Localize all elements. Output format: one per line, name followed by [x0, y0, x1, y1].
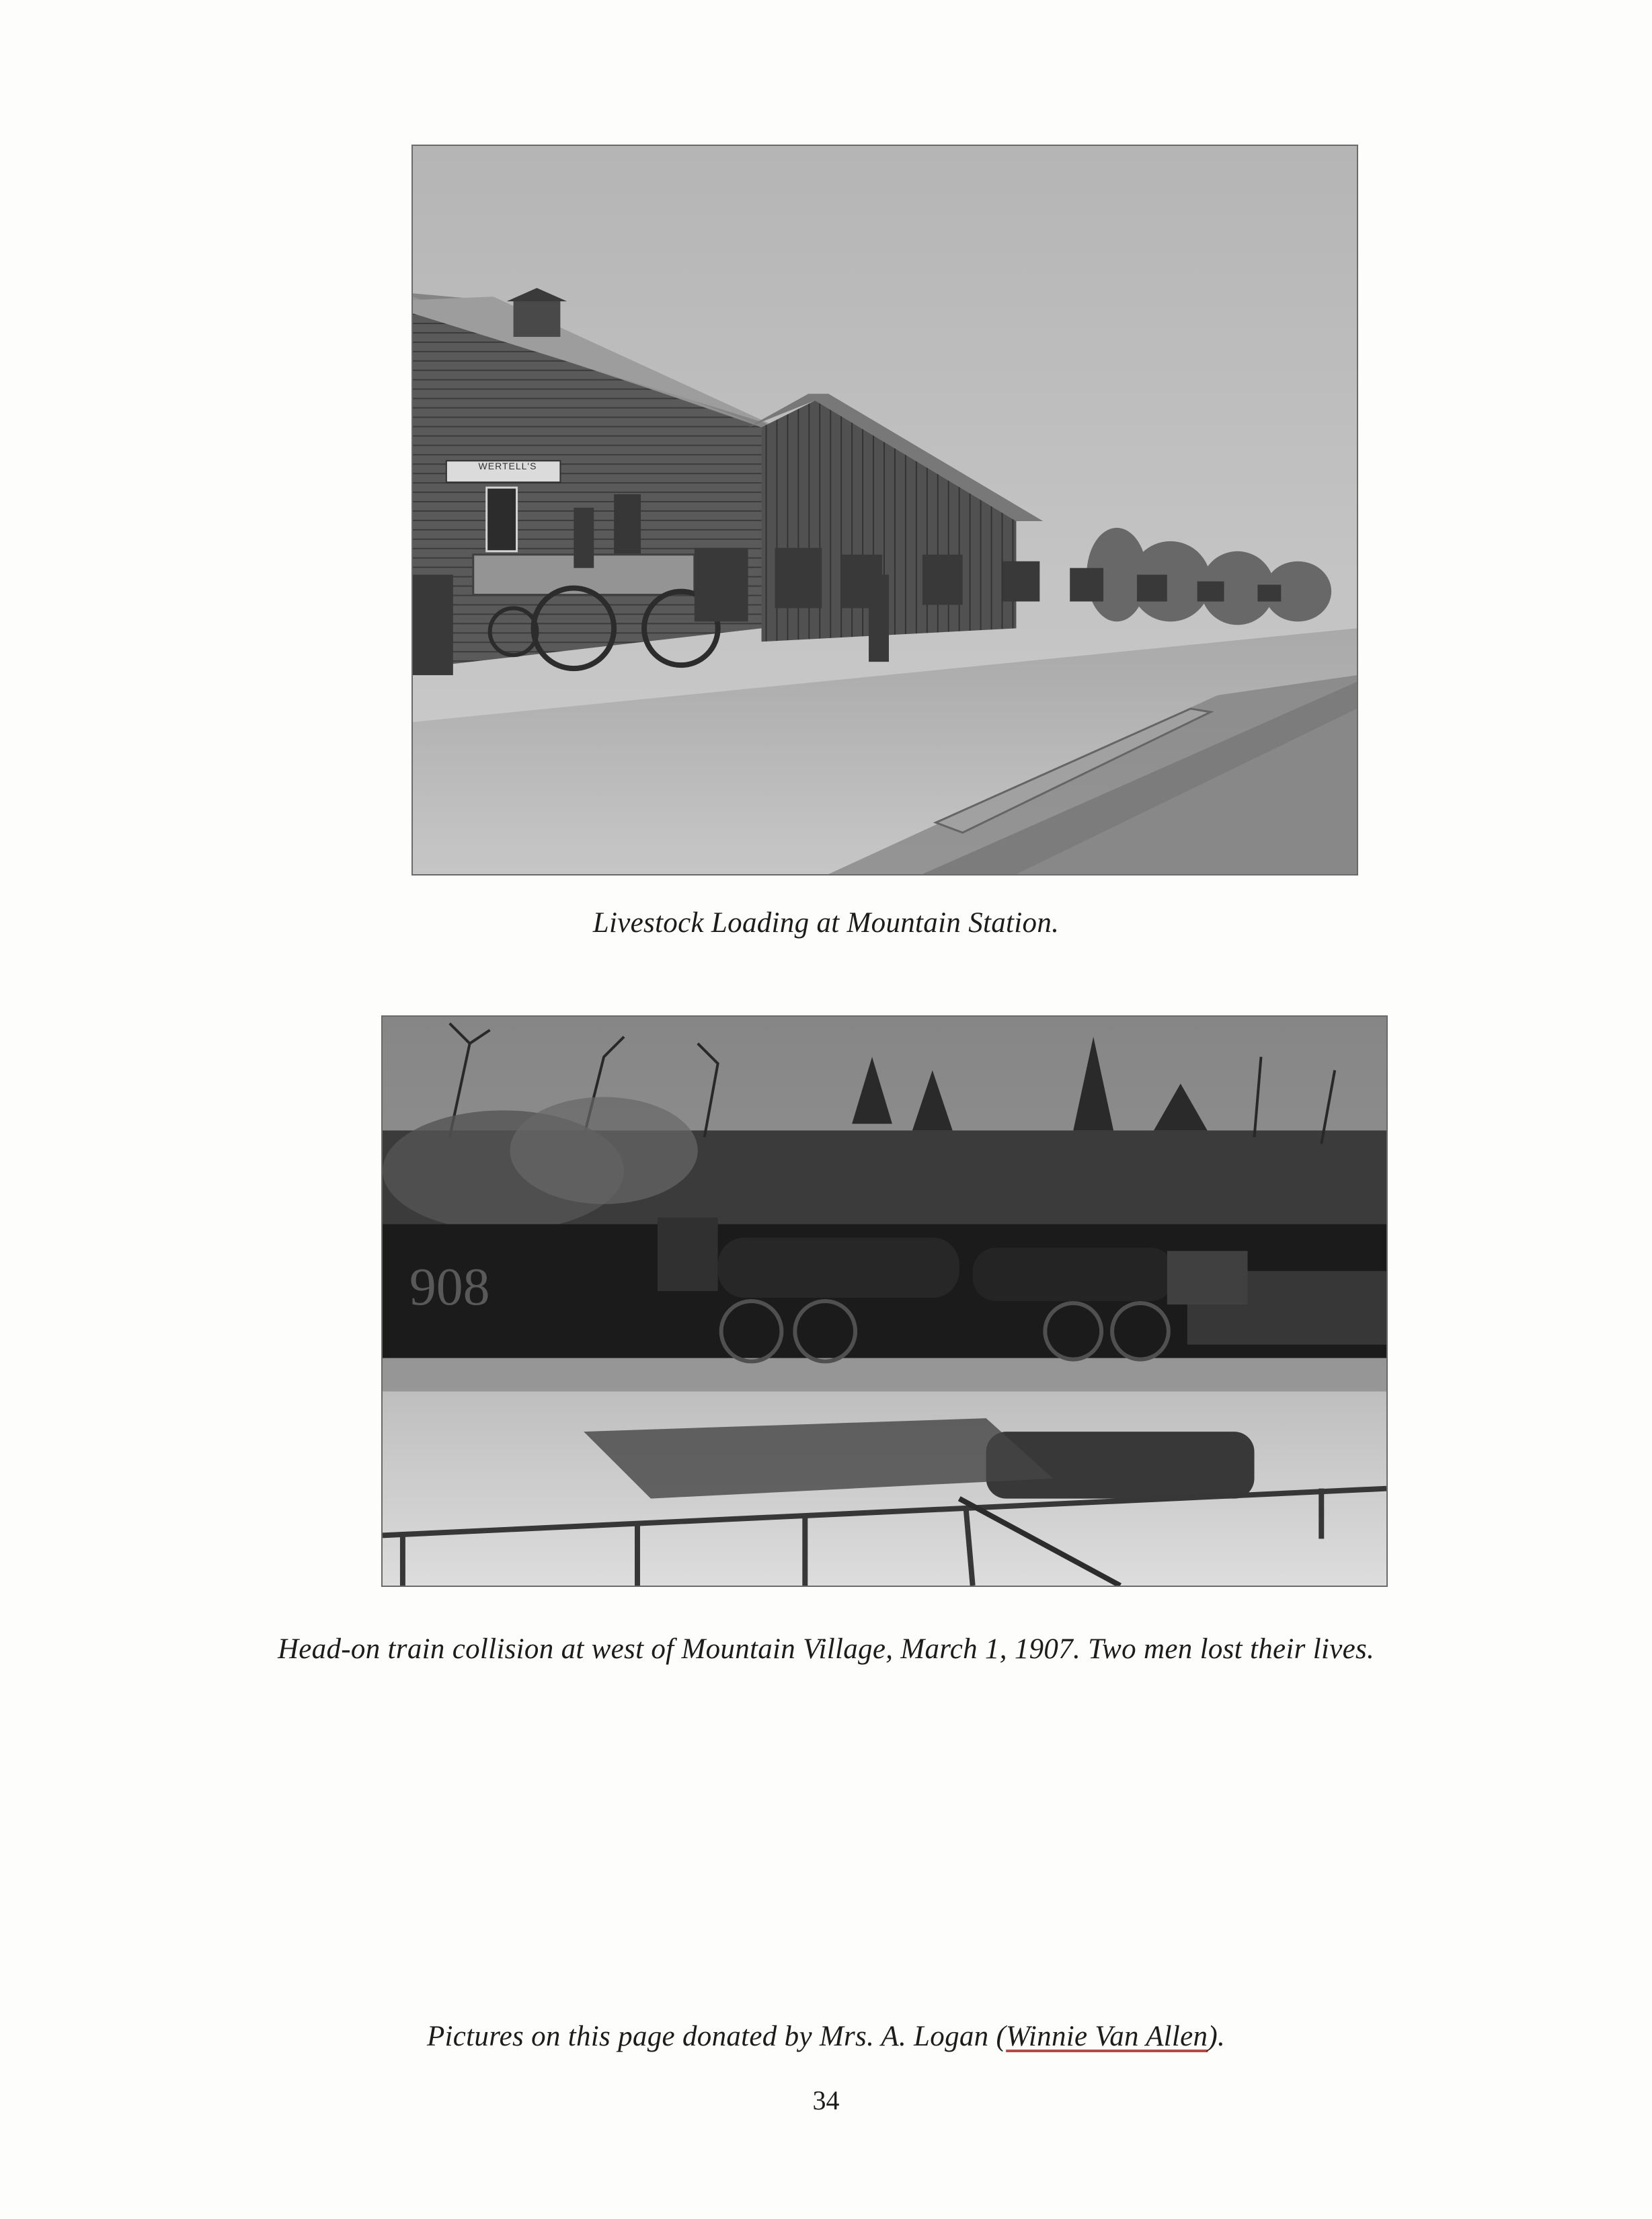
credit-text-after: ).	[1208, 2021, 1226, 2052]
page-number: 34	[812, 2085, 840, 2115]
photo-credit	[0, 2020, 1652, 2053]
barn-sign-text: WERTELL'S	[478, 461, 537, 471]
engine-number-text: 908	[409, 1257, 490, 1317]
livestock-loading-image	[413, 146, 1357, 874]
credit-name-underlined: Winnie Van Allen	[1006, 2021, 1208, 2052]
credit-text-before: Pictures on this page donated by Mrs. A. Logan (	[426, 2021, 1007, 2052]
livestock-loading-caption: Livestock Loading at Mountain Station.	[592, 907, 1060, 939]
train-collision-image	[383, 1017, 1386, 1586]
train-collision-photo	[381, 1015, 1388, 1587]
livestock-loading-photo	[411, 145, 1358, 875]
train-collision-caption: Head-on train collision at west of Mountain Village, March 1, 1907. Two men lost their lives.	[277, 1633, 1375, 1665]
